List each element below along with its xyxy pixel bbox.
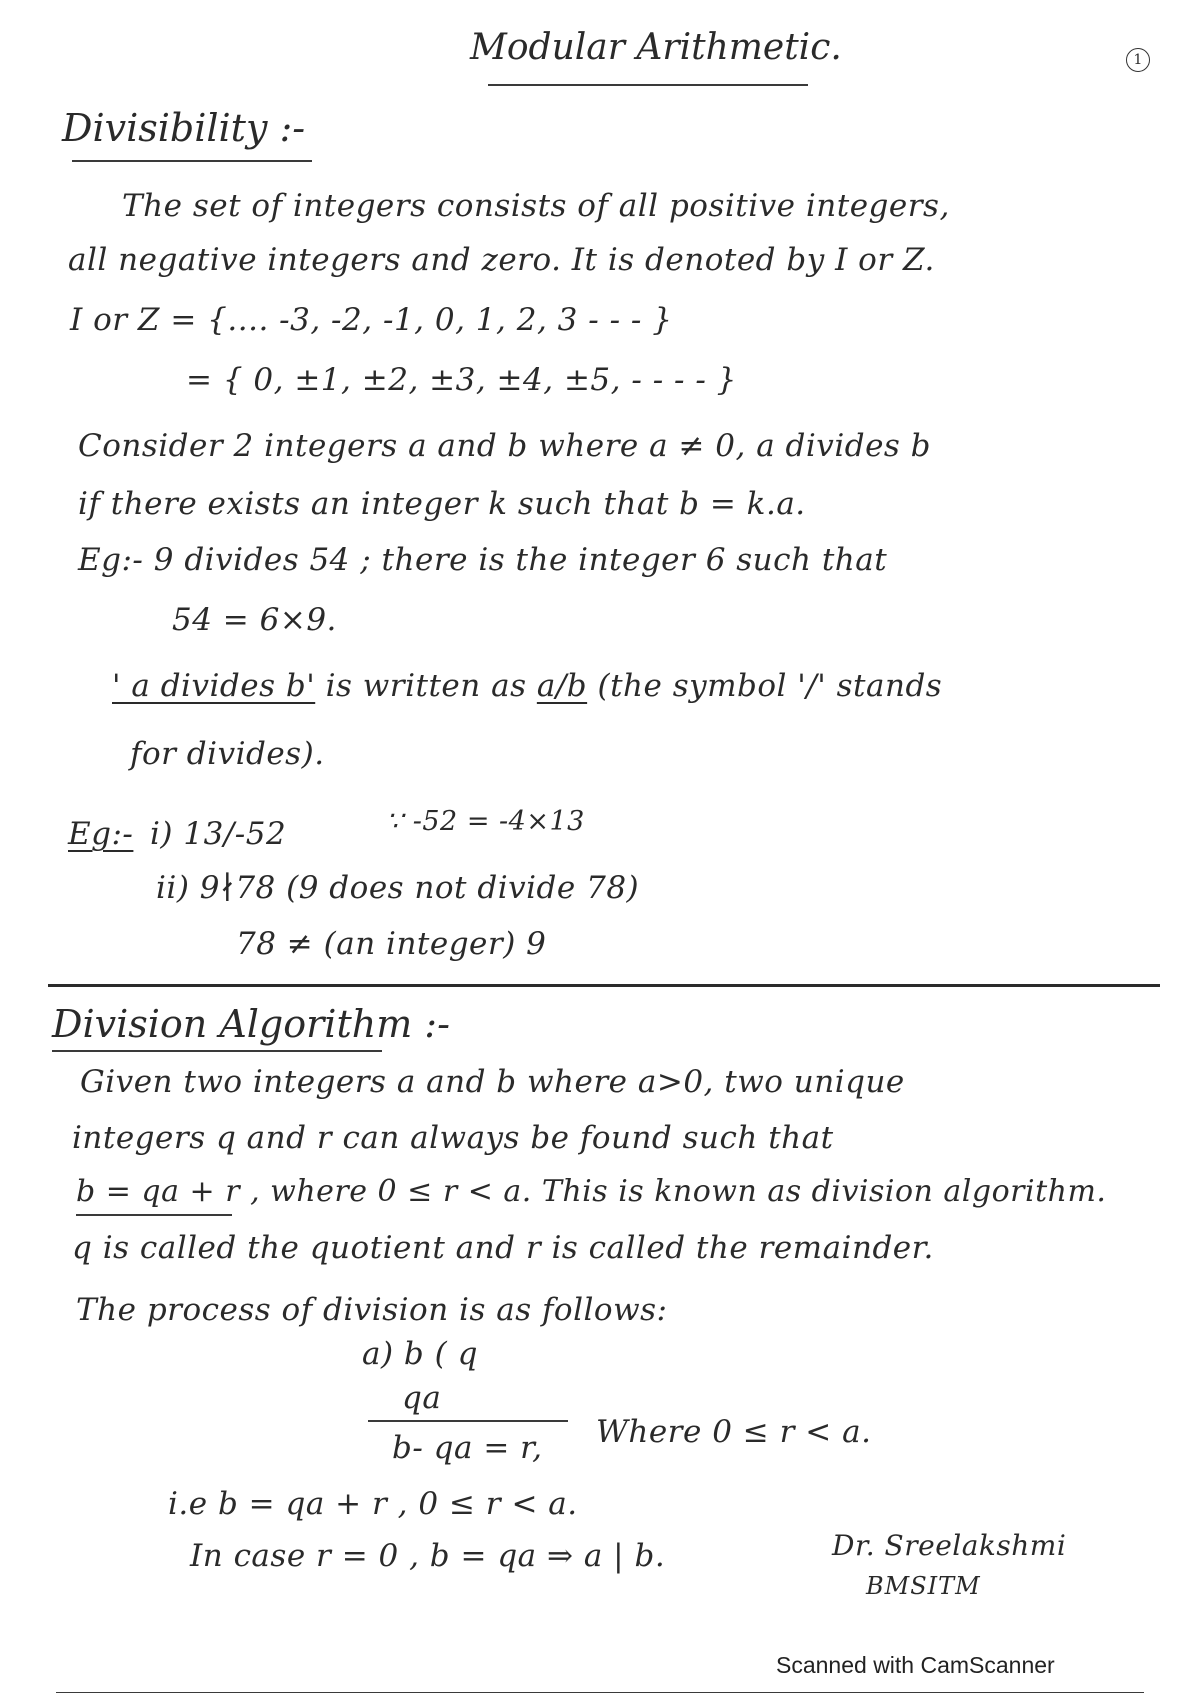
example-2-reason: 78 ≠ (an integer) 9 (236, 926, 547, 962)
division-line-5: The process of division is as follows: (76, 1292, 668, 1328)
process-line-2: qa (402, 1380, 442, 1416)
divisibility-line-3: I or Z = {.... -3, -2, -1, 0, 1, 2, 3 - - - } (70, 302, 673, 338)
page-title: Modular Arithmetic. (470, 27, 842, 68)
notation-lead: ' a divides b' (112, 668, 316, 704)
division-heading-underline (52, 1050, 382, 1052)
process-where: Where 0 ≤ r < a. (596, 1414, 872, 1450)
ie-line: i.e b = qa + r , 0 ≤ r < a. (168, 1486, 578, 1522)
divisibility-line-8: 54 = 6×9. (172, 602, 337, 638)
process-line-3: b- qa = r, (392, 1430, 543, 1466)
signature-name: Dr. Sreelakshmi (832, 1529, 1067, 1562)
divisibility-line-4: = { 0, ±1, ±2, ±3, ±4, ±5, - - - - } (186, 362, 737, 398)
notation-tail: (the symbol '/' stands (587, 668, 943, 704)
division-line-1: Given two integers a and b where a>0, two unique (80, 1064, 905, 1100)
divisibility-line-7: Eg:- 9 divides 54 ; there is the integer 6 such that (78, 542, 888, 578)
page-number: 1 (1126, 48, 1150, 72)
incase-line: In case r = 0 , b = qa ⇒ a | b. (190, 1538, 666, 1574)
division-line-2: integers q and r can always be found such that (72, 1120, 834, 1156)
notation-symbol: a/b (536, 668, 588, 704)
divisibility-heading-underline (72, 160, 312, 162)
divisibility-line-6: if there exists an integer k such that b = k.a. (78, 486, 806, 522)
divisibility-heading: Divisibility :- (62, 106, 306, 150)
title-underline (488, 84, 808, 86)
formula-underline (76, 1214, 232, 1216)
scanner-watermark: Scanned with CamScanner (776, 1652, 1055, 1678)
notation-mid: is written as (315, 668, 537, 704)
divisibility-line-1: The set of integers consists of all positive integers, (122, 188, 950, 224)
example-label: Eg:- (68, 816, 134, 852)
notation-line (112, 666, 942, 706)
notation-line-2: for divides). (130, 736, 325, 772)
footer-rule (56, 1692, 1144, 1693)
example-1: i) 13/-52 (150, 816, 287, 852)
divisibility-line-2: all negative integers and zero. It is denoted by I or Z. (68, 242, 935, 278)
section-divider (48, 984, 1160, 987)
division-line-4: q is called the quotient and r is called the remainder. (72, 1230, 934, 1266)
division-heading: Division Algorithm :- (52, 1002, 450, 1046)
divisibility-line-5: Consider 2 integers a and b where a ≠ 0, a divides b (78, 428, 932, 464)
example-1-reason: ∵ -52 = -4×13 (386, 806, 585, 837)
process-division-bar (368, 1420, 568, 1422)
division-line-3: b = qa + r , where 0 ≤ r < a. This is known as division algorithm. (76, 1174, 1107, 1209)
signature-institute: BMSITM (866, 1572, 981, 1600)
example-2: ii) 9∤78 (9 does not divide 78) (156, 870, 640, 906)
process-line-1: a) b ( q (362, 1336, 478, 1372)
